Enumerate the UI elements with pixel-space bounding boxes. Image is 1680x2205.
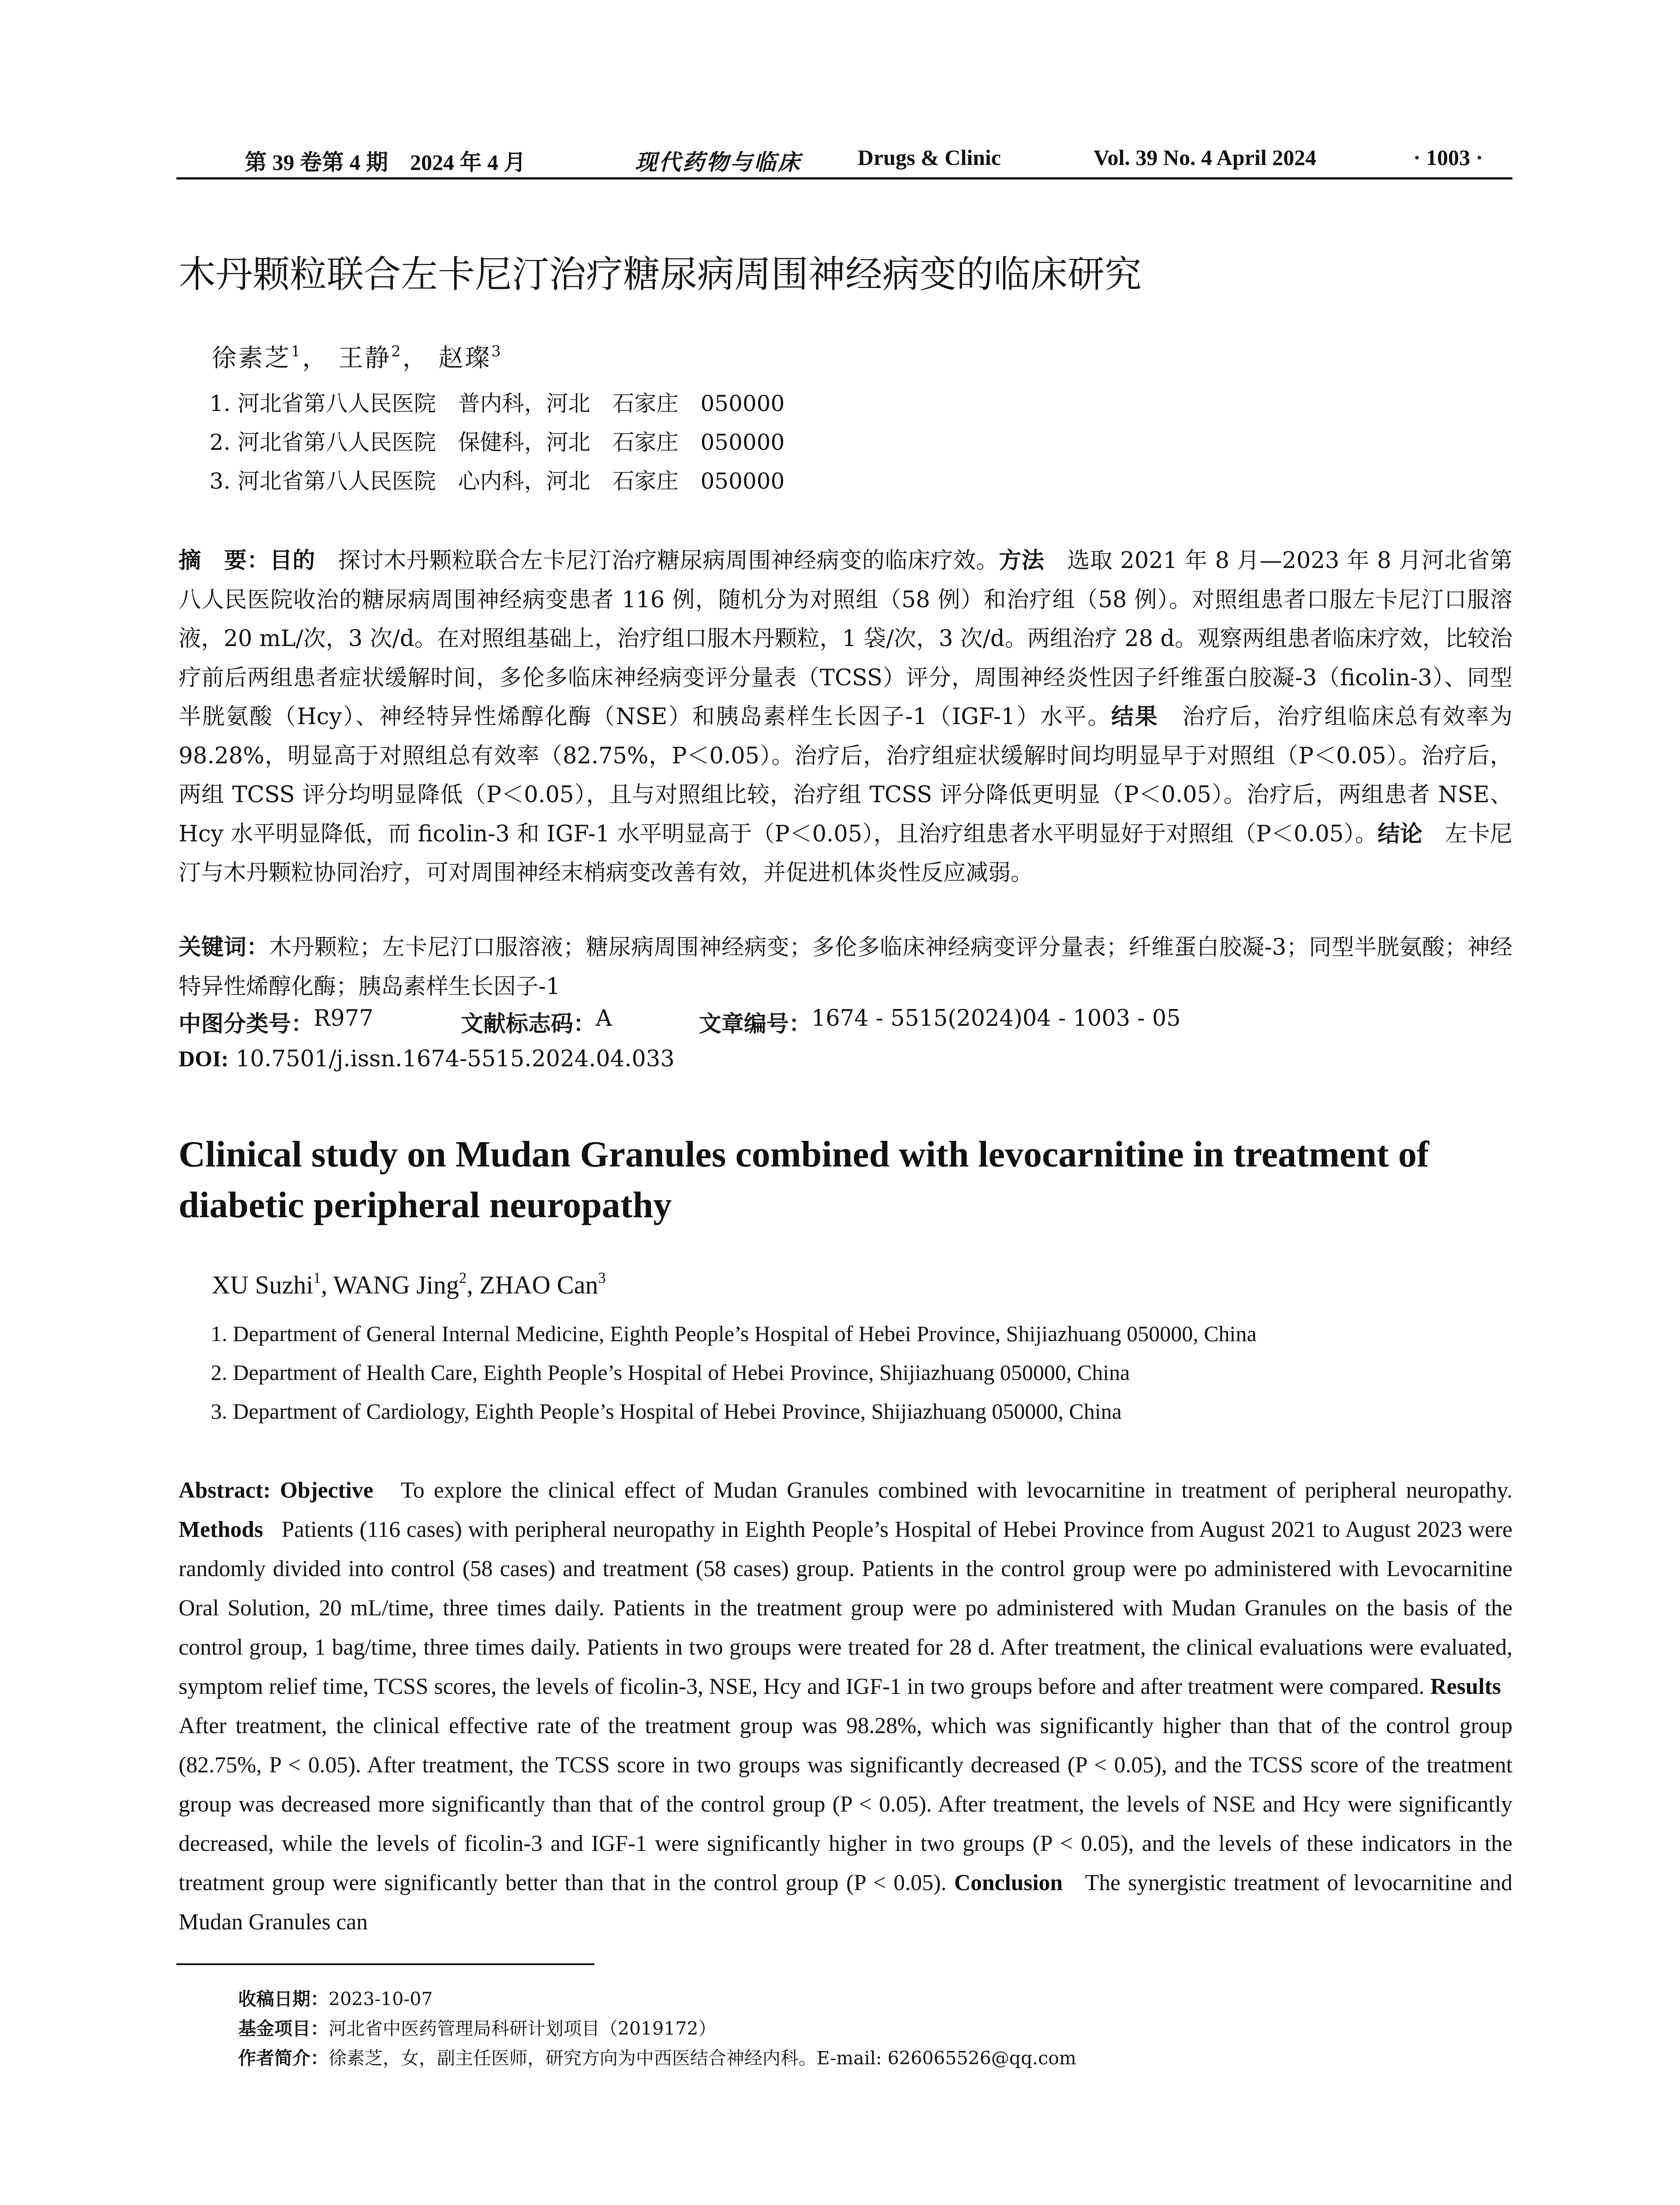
footnote-text: 2023-10-07 — [329, 1988, 433, 2010]
document-code-value: A — [596, 1005, 612, 1031]
affiliation-cn: 2. 河北省第八人民医院 保健科，河北 石家庄 050000 — [209, 430, 785, 455]
authors-cn: 徐素芝$^1$， 王静$^2$， 赵璨$^3$ — [212, 342, 503, 373]
author-affiliation-mark: 3 — [598, 1269, 606, 1287]
results-text: 治疗后，治疗组临床总有效率为 98.28%，明显高于对照组总有效率（82.75%，P＜0.05）。治疗后，治疗组症状缓解时间均明显早于对照组（P＜0.05）。治疗后，两组 TCSS 评分均明显降低（P＜0.05），且与对照组比较，治疗组 TCSS 评分降低更明显（P＜0.05）。治疗后，两组患者 NSE、Hcy 水平明显降低，而 ficolin-3 和 IGF-1 水平明显高于（P＜0.05），且治疗组患者水平明显好于对照组（P＜0.05）。 — [179, 704, 1512, 847]
affiliation-cn: 1. 河北省第八人民医院 普内科，河北 石家庄 050000 — [209, 391, 785, 416]
doi-link[interactable]: 10.7501/j.issn.1674-5515.2024.04.033 — [235, 1046, 675, 1072]
conclusion-text: 左卡尼汀与木丹颗粒协同治疗，可对周围神经末梢病变改善有效，并促进机体炎性反应减弱。 — [179, 821, 1512, 886]
clc-value: R977 — [314, 1005, 373, 1031]
conclusion-text: The synergistic treatment of levocarnitine and Mudan Granules can — [179, 1870, 1512, 1935]
author-affiliation-mark: 1 — [291, 342, 302, 360]
results-label: Results — [1430, 1674, 1501, 1699]
author-affiliation-mark: 3 — [491, 342, 503, 360]
results-text: After treatment, the clinical effective rate of the treatment group was 98.28%, which was significantly higher than that of the control group (82.75%, P < 0.05). After treatment, the TCSS score in two groups was significantly decreased (P < 0.05), and the TCSS score of the treatment group was decreased more significantly than that of the control group (P < 0.05). After treatment, the levels of NSE and Hcy were significantly decreased, while the levels of ficolin-3 and IGF-1 were significantly higher in two groups (P < 0.05), and the levels of these indicators in the treatment group were significantly better than that in the control group (P < 0.05). — [179, 1713, 1512, 1895]
doi-line — [179, 1046, 675, 1072]
abstract-label: Abstract: — [179, 1478, 271, 1503]
footnote-label: 收稿日期： — [238, 1988, 329, 2010]
footnote-funding — [238, 2014, 717, 2040]
title-cn: 木丹颗粒联合左卡尼汀治疗糖尿病周围神经病变的临床研究 — [179, 253, 1142, 296]
author-affiliation-mark: 2 — [459, 1269, 467, 1287]
footnote-label: 作者简介： — [238, 2048, 329, 2069]
methods-label: 方法 — [999, 548, 1045, 574]
header-journal-en: Drugs & Clinic — [858, 145, 1001, 170]
footnote-received — [238, 1984, 433, 2011]
article-number-label: 文章编号： — [699, 1011, 812, 1037]
author-affiliation-mark: 2 — [391, 342, 403, 360]
author-name: XU Suzhi — [212, 1271, 314, 1299]
author-name: WANG Jing — [333, 1271, 459, 1299]
affiliation-en: 2. Department of Health Care, Eighth People’s Hospital of Hebei Province, Shijiazhuang 050000, China — [211, 1360, 1130, 1385]
objective-label: Objective — [280, 1478, 373, 1503]
author-affiliation-mark: 1 — [313, 1269, 321, 1287]
author-name: 王静 — [338, 344, 392, 373]
methods-label: Methods — [179, 1517, 263, 1542]
header-volume: Vol. 39 No. 4 April 2024 — [1094, 145, 1317, 170]
footnote-text: 河北省中医药管理局科研计划项目（2019172） — [329, 2018, 717, 2039]
article-number-value: 1674 - 5515(2024)04 - 1003 - 05 — [811, 1005, 1181, 1031]
authors-en: XU Suzhi$^1$, WANG Jing$^2$, ZHAO Can$^3$ — [212, 1269, 606, 1299]
document-code-label: 文献标志码： — [461, 1011, 596, 1037]
author-name: 赵璨 — [438, 344, 492, 373]
abstract-en — [179, 1471, 1512, 1942]
footnote-text: 徐素芝，女，副主任医师，研究方向为中西医结合神经内科。E-mail: 626065526@qq.com — [329, 2048, 1076, 2069]
objective-text: To explore the clinical effect of Mudan Granules combined with levocarnitine in treatment of peripheral neuropathy. — [400, 1478, 1513, 1503]
objective-text: 探讨木丹颗粒联合左卡尼汀治疗糖尿病周围神经病变的临床疗效。 — [338, 548, 999, 574]
affiliation-cn: 3. 河北省第八人民医院 心内科，河北 石家庄 050000 — [209, 468, 785, 494]
methods-text: Patients (116 cases) with peripheral neuropathy in Eighth People’s Hospital of Hebei Province from August 2021 to August 2023 were randomly divided into control (58 cases) and treatment (58 cases) group. Patients in the control group were po administered with Levocarnitine Oral Solution, 20 mL/time, three times daily. Patients in the treatment group were po administered with Mudan Granules on the basis of the control group, 1 bag/time, three times daily. Patients in two groups were treated for 28 d. After treatment, the clinical evaluations were evaluated, symptom relief time, TCSS scores, the levels of ficolin-3, NSE, Hcy and IGF-1 in two groups before and after treatment were compared. — [179, 1517, 1512, 1699]
header-page-number: · 1003 · — [1413, 145, 1483, 170]
header-issue: 第 39 卷第 4 期 2024 年 4 月 — [245, 150, 526, 175]
affiliation-en: 3. Department of Cardiology, Eighth People’s Hospital of Hebei Province, Shijiazhuang 050000, China — [211, 1399, 1122, 1424]
objective-label: 目的 — [269, 548, 316, 574]
methods-text: 选取 2021 年 8 月—2023 年 8 月河北省第八人民医院收治的糖尿病周围神经病变患者 116 例，随机分为对照组（58 例）和治疗组（58 例）。对照组患者口服左卡尼汀口服溶液，20 mL/次，3 次/d。在对照组基础上，治疗组口服木丹颗粒，1 袋/次，3 次/d。两组治疗 28 d。观察两组患者临床疗效，比较治疗前后两组患者症状缓解时间，多伦多临床神经病变评分量表（TCSS）评分，周围神经炎性因子纤维蛋白胶凝-3（ficolin-3）、同型半胱氨酸（Hcy）、神经特异性烯醇化酶（NSE）和胰岛素样生长因子-1（IGF-1）水平。 — [179, 548, 1512, 730]
results-label: 结果 — [1111, 704, 1159, 730]
author-name: ZHAO Can — [479, 1271, 598, 1299]
header-journal-cn: 现代药物与临床 — [635, 150, 802, 175]
footnote-author-bio — [238, 2044, 1076, 2070]
footnote-label: 基金项目： — [238, 2018, 329, 2039]
affiliation-en: 1. Department of General Internal Medicine, Eighth People’s Hospital of Hebei Province, Shijiazhuang 050000, China — [211, 1321, 1257, 1346]
abstract-cn — [179, 542, 1512, 893]
conclusion-label: Conclusion — [954, 1870, 1063, 1895]
clc-label: 中图分类号： — [179, 1011, 314, 1037]
abstract-label: 摘 要： — [179, 548, 270, 574]
doi-label: DOI: — [179, 1047, 229, 1072]
title-en: Clinical study on Mudan Granules combined with levocarnitine in treatment of diabetic peripheral neuropathy — [179, 1134, 1429, 1226]
author-name: 徐素芝 — [212, 344, 291, 373]
keywords-label: 关键词： — [179, 934, 269, 960]
running-header — [176, 140, 1512, 179]
keywords-cn — [179, 928, 1512, 1006]
footnote-divider — [176, 1963, 594, 1965]
keywords-text: 木丹颗粒；左卡尼汀口服溶液；糖尿病周围神经病变；多伦多临床神经病变评分量表；纤维蛋白胶凝-3；同型半胱氨酸；神经特异性烯醇化酶；胰岛素样生长因子-1 — [179, 934, 1512, 1000]
conclusion-label: 结论 — [1377, 821, 1422, 847]
